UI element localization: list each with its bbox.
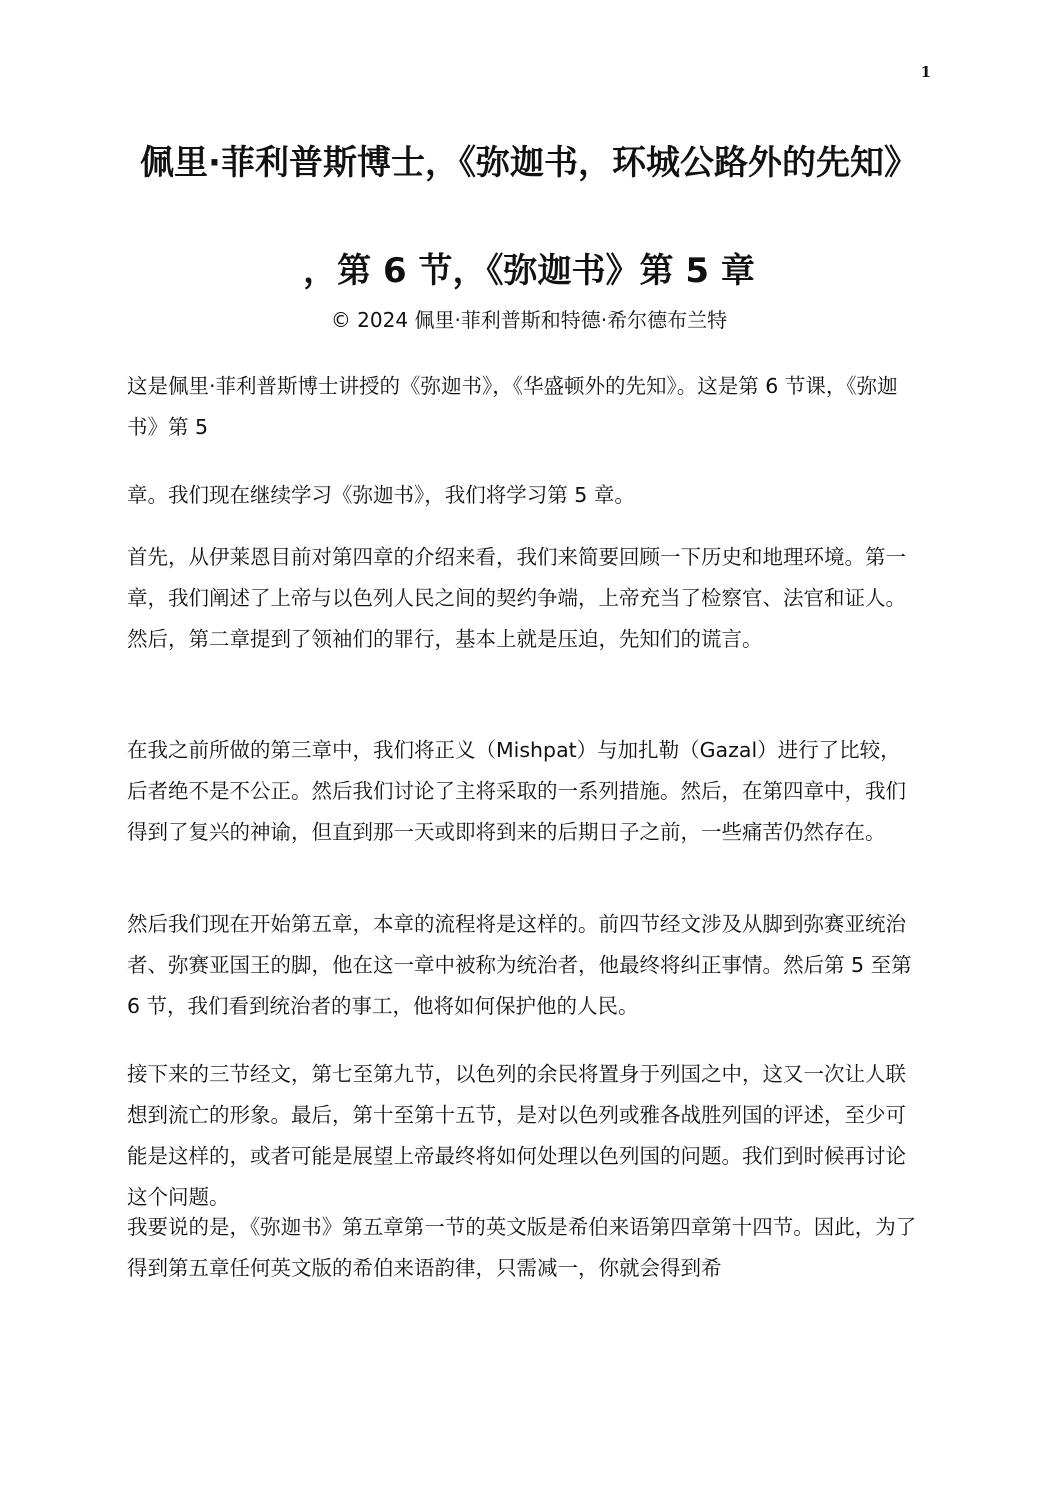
copyright-line: © 2024 佩里·菲利普斯和特德·希尔德布兰特 [330, 308, 728, 332]
document-subtitle: ，第 6 节，《弥迦书》第 5 章 [303, 251, 755, 291]
document-title: 佩里·菲利普斯博士，《弥迦书，环城公路外的先知》 [140, 143, 918, 183]
page-number: 1 [920, 63, 931, 81]
paragraph: 章。我们现在继续学习《弥迦书》，我们将学习第 5 章。 [127, 483, 635, 507]
paragraph: 在我之前所做的第三章中，我们将正义（Mishpat）与加扎勒（Gazal）进行了比较，后者绝不是不公正。然后我们讨论了主将采取的一系列措施。然后，在第四章中，我们得到了复兴的神谕，但直到那一天或即将到来的后期日子之前，一些痛苦仍然存在。 [127, 738, 906, 844]
paragraph: 我要说的是，《弥迦书》第五章第一节的英文版是希伯来语第四章第十四节。因此，为了得到第五章任何英文版的希伯来语韵律，只需减一，你就会得到希 [127, 1215, 917, 1280]
paragraph: 首先，从伊莱恩目前对第四章的介绍来看，我们来简要回顾一下历史和地理环境。第一章，我们阐述了上帝与以色列人民之间的契约争端，上帝充当了检察官、法官和证人。然后，第二章提到了领袖们的罪行，基本上就是压迫，先知们的谎言。 [127, 545, 906, 651]
paragraph: 这是佩里·菲利普斯博士讲授的《弥迦书》，《华盛顿外的先知》。这是第 6 节课，《弥迦书》第 5 [127, 374, 898, 439]
paragraph: 接下来的三节经文，第七至第九节，以色列的余民将置身于列国之中，这又一次让人联想到流亡的形象。最后，第十至第十五节，是对以色列或雅各战胜列国的评述，至少可能是这样的，或者可能是展望上帝最终将如何处理以色列国的问题。我们到时候再讨论这个问题。 [127, 1062, 906, 1209]
paragraph: 然后我们现在开始第五章，本章的流程将是这样的。前四节经文涉及从脚到弥赛亚统治者、弥赛亚国王的脚，他在这一章中被称为统治者，他最终将纠正事情。然后第 5 至第 6 节，我们看到统治者的事工，他将如何保护他的人民。 [127, 912, 912, 1018]
